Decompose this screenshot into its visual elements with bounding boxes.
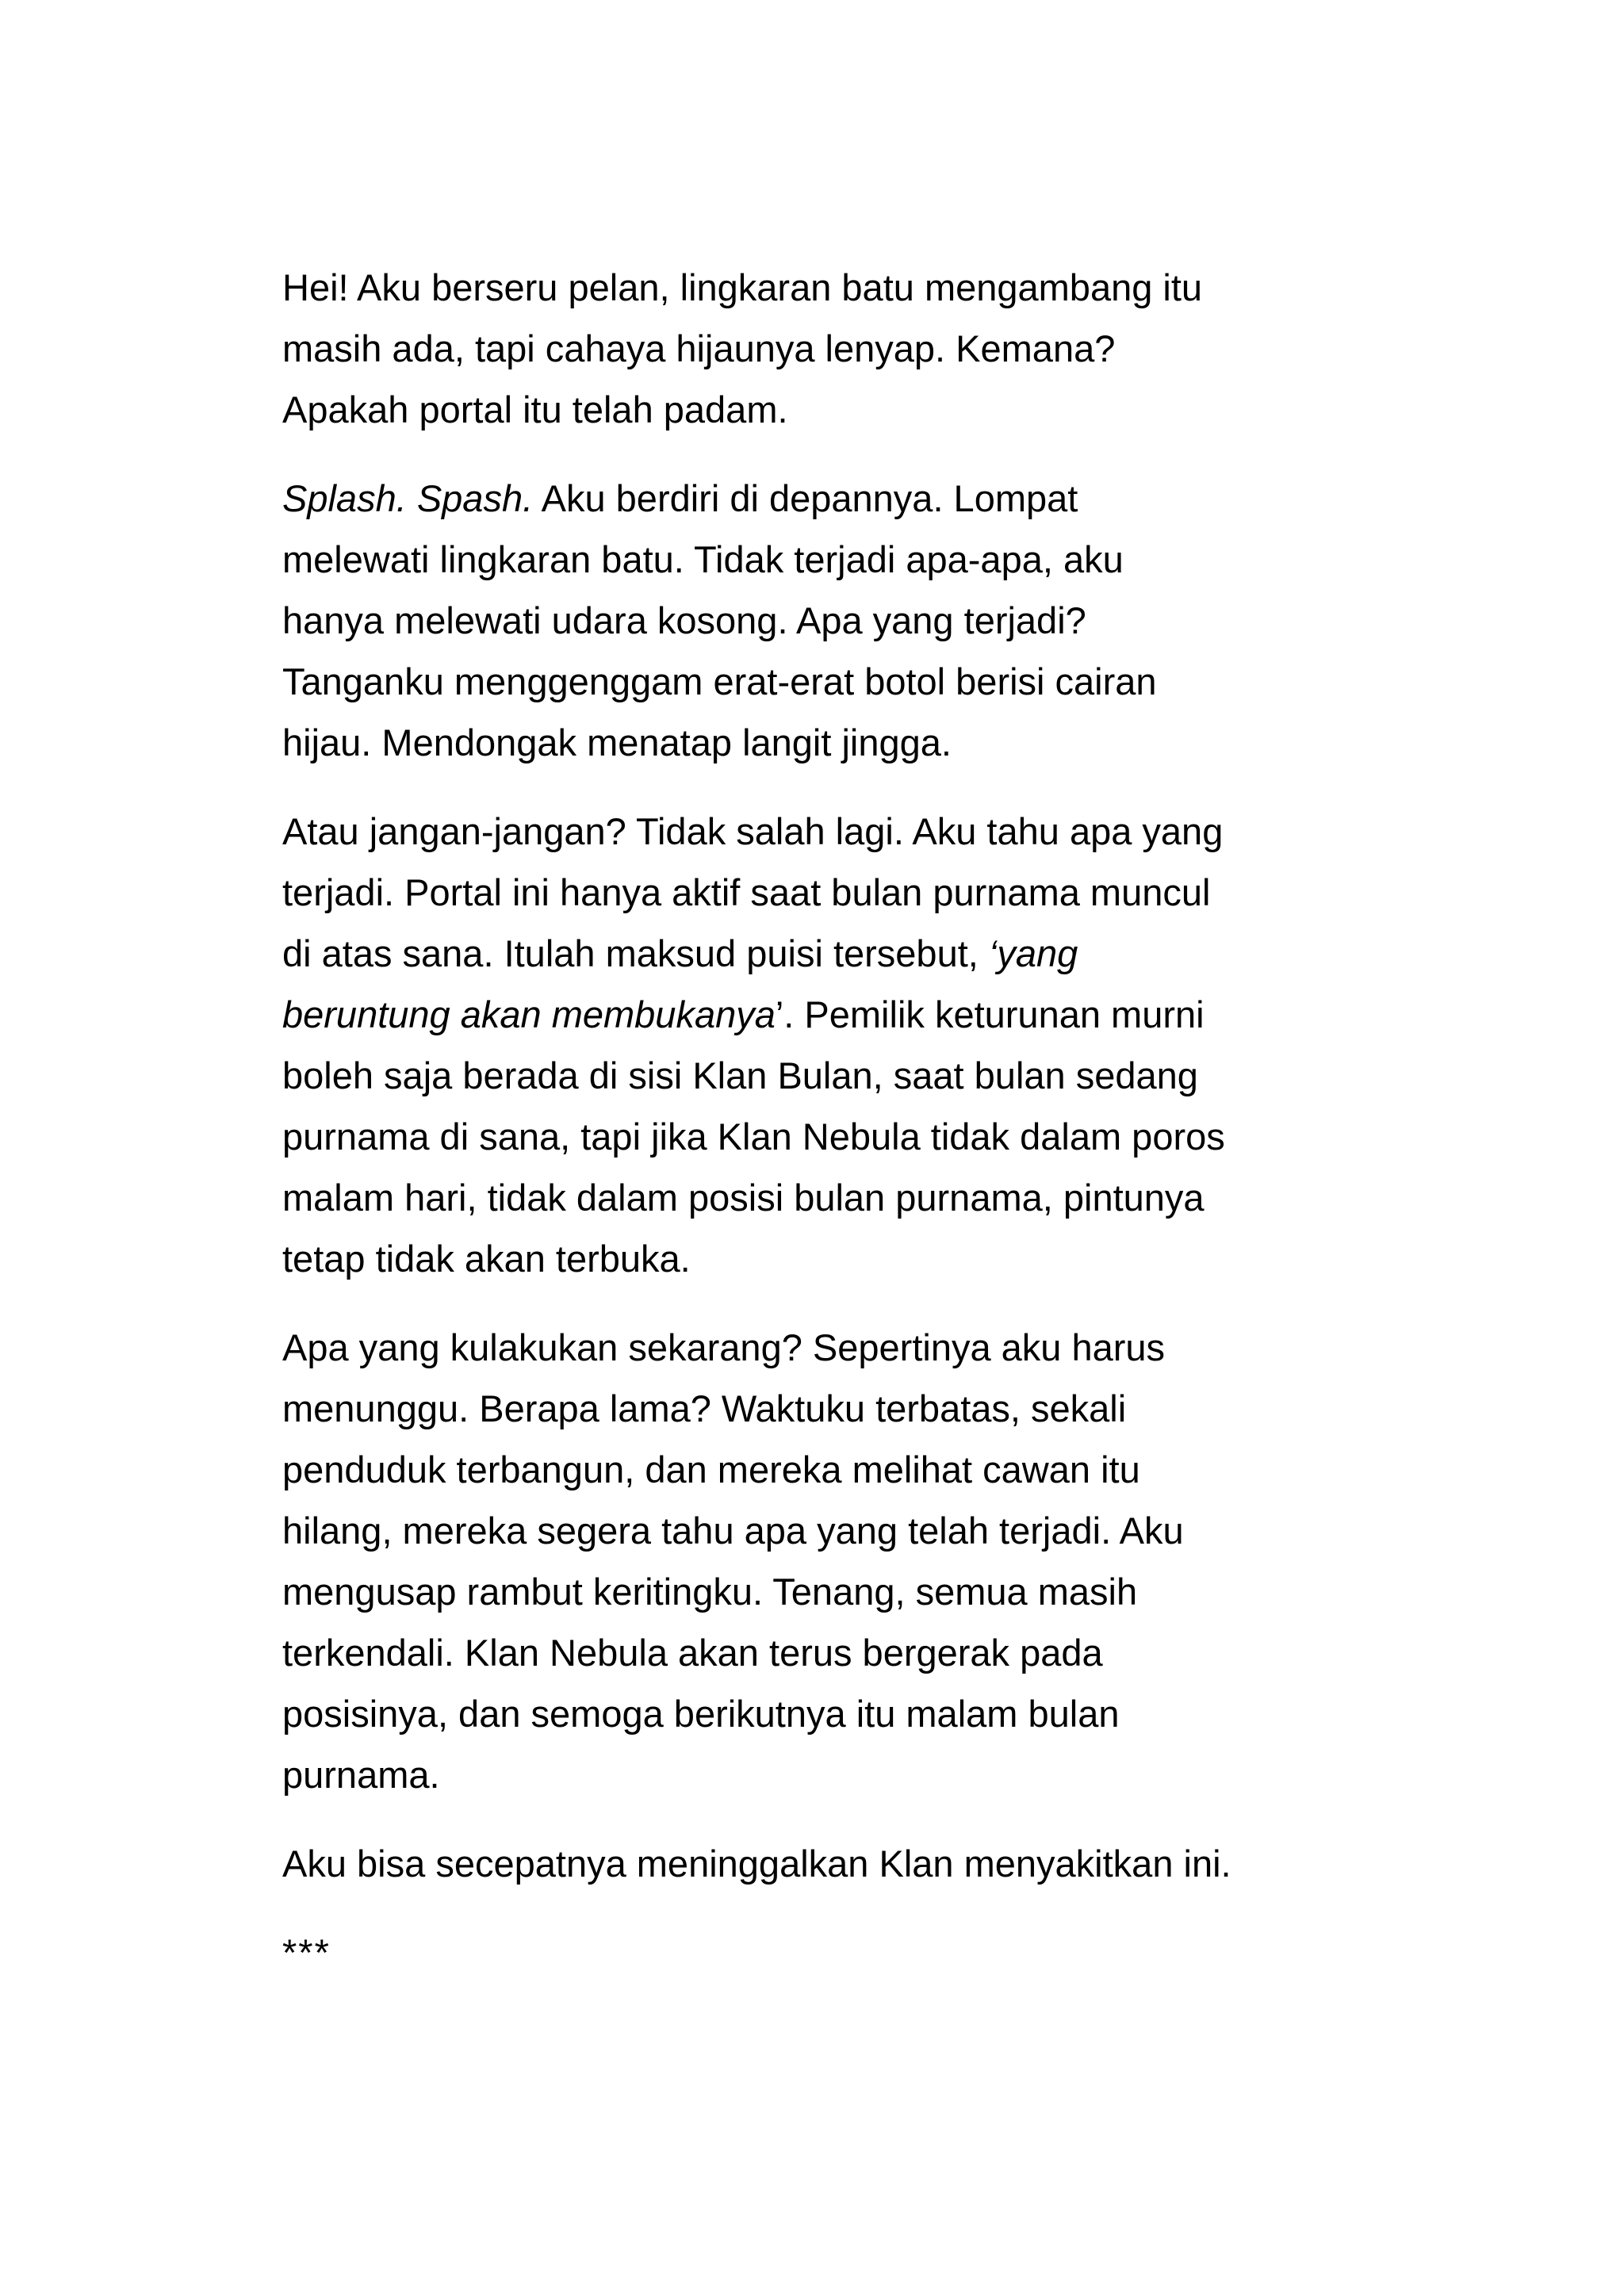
text-segment: menunggu. Berapa lama? Waktuku terbatas, sekali	[282, 1387, 1127, 1429]
text-segment: hijau. Mendongak menatap langit jingga.	[282, 721, 952, 763]
paragraph-spacing	[282, 1805, 1377, 1833]
text-line	[282, 801, 1377, 862]
text-line	[282, 379, 1377, 440]
text-segment: purnama.	[282, 1754, 440, 1796]
text-segment: tetap tidak akan terbuka.	[282, 1238, 691, 1280]
text-segment: malam hari, tidak dalam posisi bulan purnama, pintunya	[282, 1177, 1205, 1219]
paragraph-spacing	[282, 1894, 1377, 1922]
paragraph	[282, 257, 1377, 440]
text-line	[282, 1228, 1377, 1289]
italic-text: Splash. Spash.	[282, 477, 534, 519]
text-segment: boleh saja berada di sisi Klan Bulan, saat bulan sedang	[282, 1054, 1198, 1096]
text-segment: hilang, mereka segera tahu apa yang telah terjadi. Aku	[282, 1510, 1184, 1552]
scene-separator: ***	[282, 1931, 331, 1973]
text-line	[282, 529, 1377, 590]
text-line	[282, 984, 1377, 1045]
paragraph-spacing	[282, 773, 1377, 801]
text-line	[282, 862, 1377, 923]
text-line	[282, 1439, 1377, 1500]
text-line	[282, 1317, 1377, 1378]
italic-text: ‘yang	[988, 932, 1078, 974]
text-segment: Aku berdiri di depannya. Lompat	[533, 477, 1078, 519]
text-line	[282, 1106, 1377, 1167]
text-line	[282, 1833, 1377, 1894]
text-line	[282, 1167, 1377, 1228]
paragraph	[282, 1833, 1377, 1894]
text-line	[282, 1683, 1377, 1744]
text-segment: mengusap rambut keritingku. Tenang, semua masih	[282, 1571, 1138, 1613]
text-line	[282, 1045, 1377, 1106]
paragraph	[282, 801, 1377, 1289]
paragraph	[282, 1317, 1377, 1805]
text-line	[282, 923, 1377, 984]
text-segment: Apa yang kulakukan sekarang? Sepertinya aku harus	[282, 1326, 1166, 1368]
text-line	[282, 651, 1377, 712]
paragraph-spacing	[282, 1289, 1377, 1317]
text-line	[282, 468, 1377, 529]
text-line	[282, 712, 1377, 773]
text-line	[282, 318, 1377, 379]
text-line	[282, 1500, 1377, 1561]
text-segment: hanya melewati udara kosong. Apa yang terjadi?	[282, 599, 1086, 641]
text-segment: penduduk terbangun, dan mereka melihat cawan itu	[282, 1448, 1140, 1490]
text-segment: terkendali. Klan Nebula akan terus bergerak pada	[282, 1632, 1103, 1674]
text-segment: ’. Pemilik keturunan murni	[775, 993, 1205, 1035]
italic-text: beruntung akan membukanya	[282, 993, 776, 1035]
text-segment: terjadi. Portal ini hanya aktif saat bulan purnama muncul	[282, 871, 1211, 913]
text-segment: Apakah portal itu telah padam.	[282, 388, 788, 430]
text-line	[282, 590, 1377, 651]
text-segment: melewati lingkaran batu. Tidak terjadi apa-apa, aku	[282, 538, 1124, 580]
body-text	[282, 257, 1377, 1983]
text-line	[282, 1378, 1377, 1439]
text-segment: posisinya, dan semoga berikutnya itu malam bulan	[282, 1693, 1120, 1735]
text-line	[282, 1622, 1377, 1683]
text-line	[282, 1744, 1377, 1805]
text-segment: Hei! Aku berseru pelan, lingkaran batu mengambang itu	[282, 266, 1203, 308]
text-line	[282, 1561, 1377, 1622]
paragraph-spacing	[282, 440, 1377, 468]
paragraph	[282, 468, 1377, 773]
text-line	[282, 257, 1377, 318]
text-segment: di atas sana. Itulah maksud puisi tersebut,	[282, 932, 989, 974]
text-segment: Aku bisa secepatnya meninggalkan Klan menyakitkan ini.	[282, 1843, 1231, 1885]
text-segment: masih ada, tapi cahaya hijaunya lenyap. Kemana?	[282, 327, 1116, 369]
text-segment: Atau jangan-jangan? Tidak salah lagi. Aku tahu apa yang	[282, 810, 1224, 852]
text-segment: purnama di sana, tapi jika Klan Nebula tidak dalam poros	[282, 1115, 1225, 1158]
text-segment: Tanganku menggenggam erat-erat botol berisi cairan	[282, 660, 1157, 702]
